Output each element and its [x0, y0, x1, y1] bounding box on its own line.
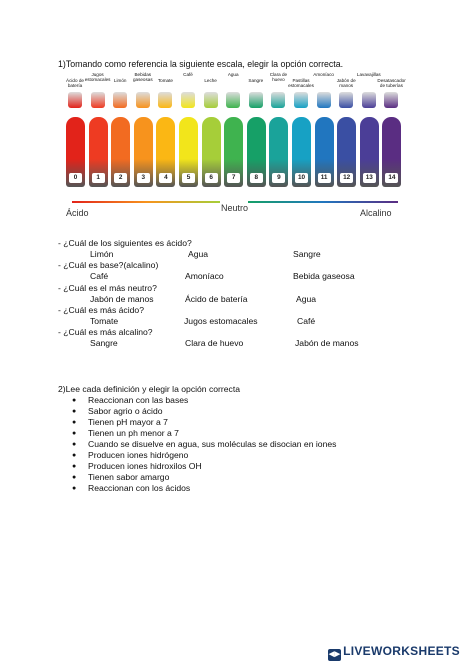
q4-option-2[interactable]: Jugos estomacales: [184, 316, 258, 326]
section1-title: 1)Tomando como referencia la siguiente escala, elegir la opción correcta.: [58, 59, 344, 69]
question-3: - ¿Cuál es el más neutro?: [58, 283, 157, 293]
q1-option-3[interactable]: Sangre: [293, 249, 321, 259]
q4-option-1[interactable]: Tomate: [90, 316, 119, 326]
ph-bar: [315, 117, 334, 187]
ph-number: 6: [205, 173, 218, 183]
ph-bar: [269, 117, 288, 187]
scale-item-label: Desatascador de tuberías: [377, 78, 406, 88]
ph-bar: [382, 117, 401, 187]
q2-option-1[interactable]: Café: [90, 271, 109, 281]
definition-item: ● Cuando se disuelve en agua, sus moléculas se disocian en iones: [70, 439, 336, 450]
q1-option-1[interactable]: Limón: [90, 249, 114, 259]
scale-item-icon: [113, 92, 127, 108]
scale-item-label: Ácido de batería: [66, 78, 84, 88]
ph-number: 12: [340, 173, 353, 183]
scale-item-label: Sangre: [248, 78, 264, 83]
scale-item-label: Agua: [227, 72, 239, 77]
ph-number: 0: [69, 173, 82, 183]
ph-bar: [179, 117, 198, 187]
ph-bar: [202, 117, 221, 187]
ph-number: 1: [92, 173, 105, 183]
ph-bar: [111, 117, 130, 187]
scale-item-icon: [317, 92, 331, 108]
q5-option-3[interactable]: Jabón de manos: [295, 338, 359, 348]
scale-item-icon: [91, 92, 105, 108]
q1-option-2[interactable]: Agua: [188, 249, 209, 259]
definition-item: ● Reaccionan con las bases: [70, 395, 336, 406]
ph-number: 13: [363, 173, 376, 183]
q2-option-3[interactable]: Bebida gaseosa: [293, 271, 355, 281]
ph-number: 2: [114, 173, 127, 183]
definition-item: ● Sabor agrio o ácido: [70, 406, 336, 417]
ph-bar: [224, 117, 243, 187]
acid-arrow: [72, 201, 220, 203]
scale-item-label: Amoníaco: [313, 72, 334, 77]
logo-text: LIVEWORKSHEETS: [343, 644, 460, 658]
section2-title: 2)Lee cada definición y elegir la opción correcta: [58, 384, 241, 394]
scale-item-icon: [271, 92, 285, 108]
ph-bar: [134, 117, 153, 187]
scale-item-label: Pastillas estomacales: [288, 78, 314, 88]
ph-scale-graphic: [58, 72, 406, 224]
question-2: - ¿Cuál es base?(alcalino): [58, 260, 159, 270]
q5-option-1[interactable]: Sangre: [90, 338, 118, 348]
definition-item: ● Producen iones hidrógeno: [70, 450, 336, 461]
definition-item: ● Tienen sabor amargo: [70, 472, 336, 483]
ph-bar: [360, 117, 379, 187]
ph-bar: [66, 117, 85, 187]
definition-item: ● Tienen un ph menor a 7: [70, 428, 336, 439]
q3-option-2[interactable]: Ácido de batería: [185, 294, 248, 304]
q4-option-3[interactable]: Café: [297, 316, 316, 326]
question-1: - ¿Cuál de los siguientes es ácido?: [58, 238, 192, 248]
ph-number: 4: [159, 173, 172, 183]
logo-icon: ◀▶: [328, 649, 341, 661]
ph-number: 8: [250, 173, 263, 183]
scale-item-icon: [68, 92, 82, 108]
q3-option-1[interactable]: Jabón de manos: [90, 294, 154, 304]
scale-item-icon: [136, 92, 150, 108]
ph-bar: [156, 117, 175, 187]
scale-item-icon: [384, 92, 398, 108]
neutral-label: Neutro: [221, 203, 249, 213]
q3-option-3[interactable]: Agua: [296, 294, 317, 304]
ph-bar: [292, 117, 311, 187]
scale-item-icon: [181, 92, 195, 108]
scale-item-icon: [226, 92, 240, 108]
scale-item-icon: [204, 92, 218, 108]
alkaline-label: Alcalino: [360, 208, 392, 218]
ph-number: 10: [295, 173, 308, 183]
scale-item-icon: [294, 92, 308, 108]
ph-number: 3: [137, 173, 150, 183]
question-4: - ¿Cuál es más ácido?: [58, 305, 144, 315]
scale-item-label: Lavavajillas: [356, 72, 381, 77]
definition-item: ● Tienen pH mayor a 7: [70, 417, 336, 428]
ph-number: 11: [318, 173, 331, 183]
scale-item-label: Tomate: [157, 78, 173, 83]
scale-item-label: Jugos estomacales: [84, 72, 111, 82]
scale-item-label: Clara de huevo: [269, 72, 288, 82]
scale-item-icon: [249, 92, 263, 108]
liveworksheets-logo: [328, 644, 460, 661]
scale-item-label: Limón: [113, 78, 127, 83]
definition-item: ● Producen iones hidroxilos OH: [70, 461, 336, 472]
scale-item-icon: [362, 92, 376, 108]
definition-item: ● Reaccionan con los ácidos: [70, 483, 336, 494]
question-5: - ¿Cuál es más alcalino?: [58, 327, 153, 337]
ph-number: 7: [227, 173, 240, 183]
scale-item-label: Leche: [204, 78, 217, 83]
scale-item-icon: [339, 92, 353, 108]
scale-item-label: Bebidas gaseosas: [132, 72, 153, 82]
acid-label: Ácido: [66, 208, 89, 218]
scale-item-label: Jabón de manos: [336, 78, 356, 88]
ph-bar: [89, 117, 108, 187]
alkaline-arrow: [248, 201, 398, 203]
q5-option-2[interactable]: Clara de huevo: [185, 338, 244, 348]
ph-number: 14: [385, 173, 398, 183]
ph-number: 9: [272, 173, 285, 183]
ph-number: 5: [182, 173, 195, 183]
q2-option-2[interactable]: Amoníaco: [185, 271, 224, 281]
scale-item-label: Café: [183, 72, 193, 77]
ph-bar: [337, 117, 356, 187]
scale-item-icon: [158, 92, 172, 108]
ph-bar: [247, 117, 266, 187]
definition-list: [70, 395, 336, 494]
